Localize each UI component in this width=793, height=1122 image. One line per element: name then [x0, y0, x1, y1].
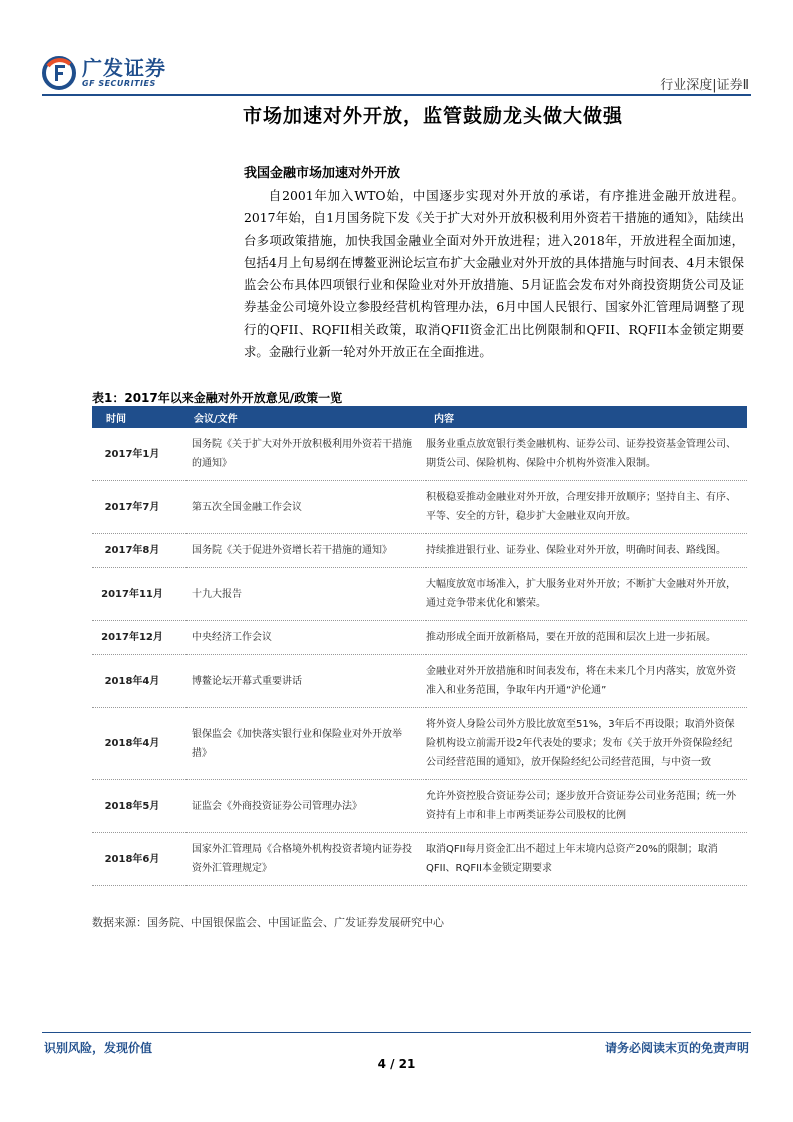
table-row [92, 481, 747, 534]
page-title: 市场加速对外开放，监管鼓励龙头做大做强 [243, 105, 624, 127]
logo-en-text: GF SECURITIES [82, 79, 156, 88]
cell-content: 持续推进银行业、证券业、保险业对外开放，明确时间表、路线图。 [426, 534, 747, 568]
cell-doc: 中央经济工作会议 [186, 621, 426, 655]
cell-time: 2017年11月 [92, 568, 186, 621]
footer-disclaimer: 请务必阅读末页的免责声明 [604, 1041, 749, 1055]
cell-content: 积极稳妥推动金融业对外开放，合理安排开放顺序；坚持自主、有序、平等、安全的方针，稳步扩大金融业双向开放。 [426, 481, 747, 534]
cell-time: 2018年5月 [92, 780, 186, 833]
page-number: 4 / 21 [377, 1057, 416, 1071]
cell-content: 大幅度放宽市场准入，扩大服务业对外开放；不断扩大金融对外开放，通过竞争带来优化和繁荣。 [426, 568, 747, 621]
table-row [92, 780, 747, 833]
col-header-content: 内容 [426, 406, 747, 428]
header-divider [42, 94, 751, 96]
table-row [92, 655, 747, 708]
cell-doc: 十九大报告 [186, 568, 426, 621]
table-row [92, 621, 747, 655]
table-header-row [92, 406, 747, 428]
table-row [92, 428, 747, 481]
cell-content: 允许外资控股合资证券公司；逐步放开合资证券公司业务范围；统一外资持有上市和非上市两类证券公司股权的比例 [426, 780, 747, 833]
cell-doc: 证监会《外商投资证券公司管理办法》 [186, 780, 426, 833]
cell-time: 2018年4月 [92, 655, 186, 708]
cell-time: 2018年4月 [92, 708, 186, 780]
footer-divider [42, 1032, 751, 1033]
cell-doc: 博鳌论坛开幕式重要讲话 [186, 655, 426, 708]
cell-content: 金融业对外开放措施和时间表发布，将在未来几个月内落实，放宽外资准入和业务范围，争取年内开通“沪伦通” [426, 655, 747, 708]
cell-content: 将外资人身险公司外方股比放宽至51%，3年后不再设限；取消外资保险机构设立前需开设2年代表处的要求；发布《关于放开外资保险经纪公司经营范围的通知》，放开保险经纪公司经营范围，与中资一致 [426, 708, 747, 780]
cell-doc: 第五次全国金融工作会议 [186, 481, 426, 534]
cell-content: 推动形成全面开放新格局，要在开放的范围和层次上进一步拓展。 [426, 621, 747, 655]
cell-time: 2017年1月 [92, 428, 186, 481]
cell-time: 2017年12月 [92, 621, 186, 655]
report-category: 行业深度|证券Ⅱ [660, 78, 749, 93]
cell-time: 2018年6月 [92, 833, 186, 886]
body-paragraph: 自2001年加入WTO始，中国逐步实现对外开放的承诺，有序推进金融开放进程。2017年始，自1月国务院下发《关于扩大对外开放积极利用外资若干措施的通知》，陆续出台多项政策措施，加快我国金融业全面对外开放进程；进入2018年，开放进程全面加速，包括4月上旬易纲在博鳌亚洲论坛宣布扩大金融业对外开放的具体措施与时间表、4月末银保监会公布具体四项银行业和保险业对外开放措施、5月证监会发布对外商投资期货公司及证券基金公司境外设立参股经营机构管理办法，6月中国人民银行、国家外汇管理局调整了现行的QFII、RQFII相关政策，取消QFII资金汇出比例限制和QFII、RQFII本金锁定期要求。金融行业新一轮对外开放正在全面推进。 [244, 188, 744, 360]
table-title: 表1：2017年以来金融对外开放意见/政策一览 [92, 391, 343, 405]
cell-doc: 银保监会《加快落实银行业和保险业对外开放举措》 [186, 708, 426, 780]
cell-doc: 国家外汇管理局《合格境外机构投资者境内证券投资外汇管理规定》 [186, 833, 426, 886]
cell-time: 2017年7月 [92, 481, 186, 534]
cell-doc: 国务院《关于扩大对外开放积极利用外资若干措施的通知》 [186, 428, 426, 481]
policy-table [92, 406, 747, 886]
section-title: 我国金融市场加速对外开放 [244, 166, 401, 181]
cell-doc: 国务院《关于促进外资增长若干措施的通知》 [186, 534, 426, 568]
cell-time: 2017年8月 [92, 534, 186, 568]
source-note: 数据来源：国务院、中国银保监会、中国证监会、广发证券发展研究中心 [92, 916, 444, 929]
cell-content: 取消QFII每月资金汇出不超过上年末境内总资产20%的限制；取消QFII、RQFII本金锁定期要求 [426, 833, 747, 886]
footer-slogan: 识别风险，发现价值 [44, 1041, 153, 1055]
col-header-doc: 会议/文件 [186, 406, 426, 428]
cell-content: 服务业重点放宽银行类金融机构、证券公司、证券投资基金管理公司、期货公司、保险机构、保险中介机构外资准入限制。 [426, 428, 747, 481]
table-row [92, 833, 747, 886]
gf-logo-icon [42, 56, 76, 90]
col-header-time: 时间 [92, 406, 186, 428]
company-logo [42, 56, 166, 90]
table-row [92, 708, 747, 780]
table-row [92, 534, 747, 568]
logo-cn-text: 广发证券 [82, 56, 166, 80]
table-row [92, 568, 747, 621]
